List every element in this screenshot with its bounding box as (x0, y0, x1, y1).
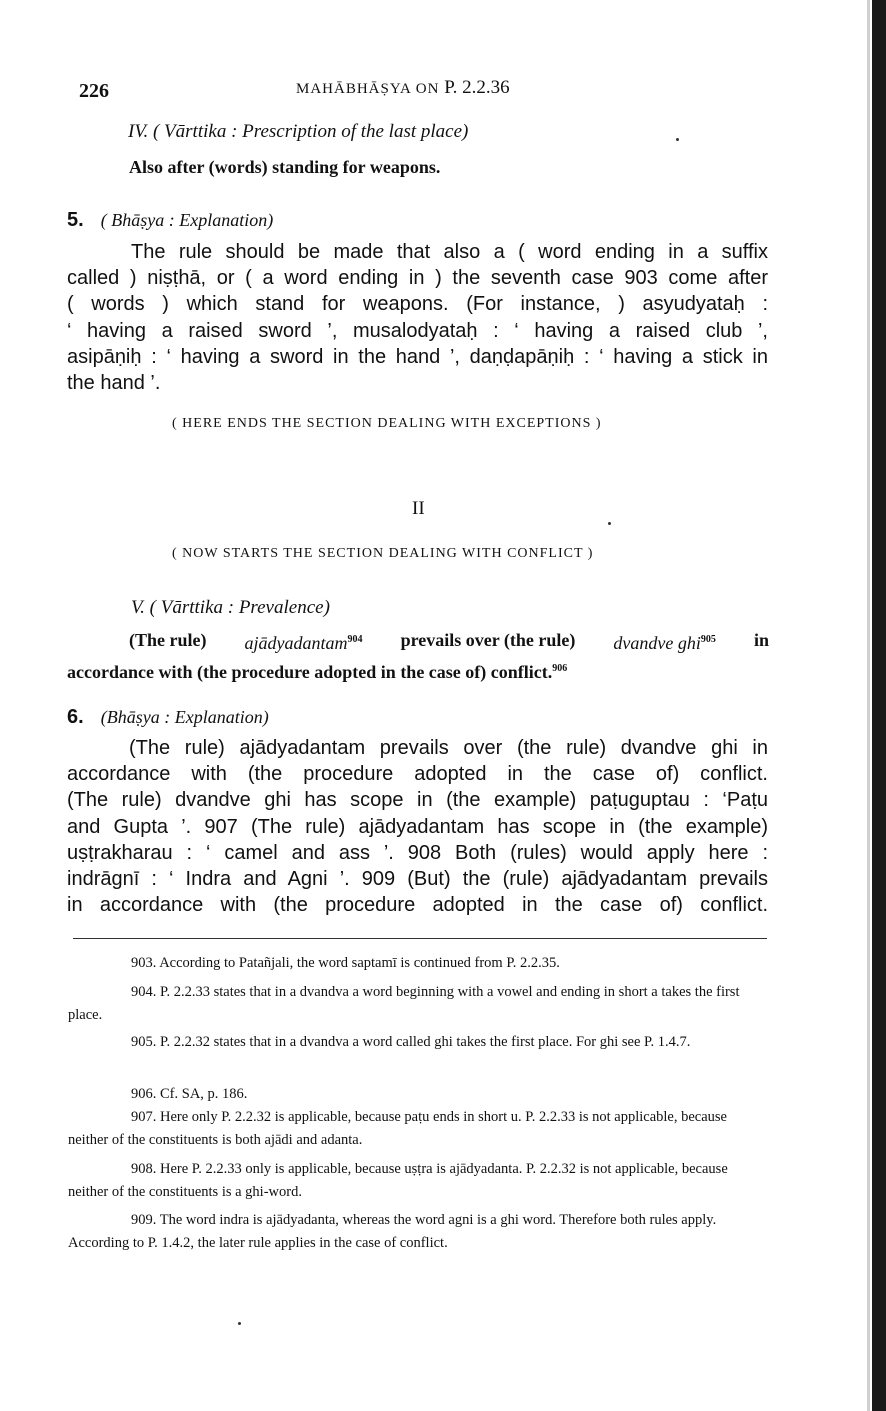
section-5-line: ‘ having a raised sword ’, musalodyataḥ : ‘ having a raised club ’, (67, 319, 768, 342)
footnote-907: 907. Here only P. 2.2.32 is applicable, because paṭu ends in short u. P. 2.2.33 is not applicable, because neither of the constituents is both ajādi and adanta. (68, 1109, 727, 1148)
section-5-line: asipāṇiḥ : ‘ having a sword in the hand ’, daṇḍapāṇiḥ : ‘ having a stick in (67, 345, 768, 368)
scan-speck (238, 1322, 241, 1325)
footnote-divider (73, 938, 767, 939)
page-number: 226 (79, 80, 109, 102)
footnote-904: 904. P. 2.2.33 states that in a dvandva a word beginning with a vowel and ending in short a takes the first place. (68, 984, 740, 1023)
footnote-903: 903. According to Patañjali, the word saptamī is continued from P. 2.2.35. (131, 955, 560, 971)
section-6-line: (The rule) dvandve ghi has scope in (the example) paṭuguptau : ‘Paṭu (67, 789, 768, 812)
footnote-ref: 904 (347, 634, 363, 645)
varttika-v-text (67, 627, 769, 685)
varttika-v-title: V. ( Vārttika : Prevalence) (131, 597, 330, 618)
section-5-body (67, 239, 768, 396)
section-6-body (67, 735, 768, 918)
section-6-line: accordance with (the procedure adopted in the case of) conflict. (67, 763, 768, 786)
varttika-iv-text: Also after (words) standing for weapons. (129, 157, 441, 177)
varttika-v-line-1 (67, 627, 769, 656)
footnote-905: 905. P. 2.2.32 states that in a dvandva a word called ghi takes the first place. For ghi see P. 1.4.7. (131, 1034, 691, 1050)
section-5-line: The rule should be made that also a ( word ending in a suffix (131, 241, 768, 263)
footnote-909: 909. The word indra is ajādyadanta, whereas the word agni is a ghi word. Therefore both rules apply. According to P. 1.4.2, the later rule applies in the case of conflict. (68, 1212, 717, 1251)
running-head-reference: P. 2.2.36 (444, 77, 510, 98)
scan-speck (676, 138, 679, 141)
footnote-908: 908. Here P. 2.2.33 only is applicable, because uṣṭra is ajādyadanta. P. 2.2.32 is not applicable, because neither of the constituents is a ghi-word. (68, 1161, 728, 1200)
part-numeral: II (412, 498, 425, 519)
page-edge-shadow (872, 0, 886, 1411)
section-5-number: 5. (67, 209, 84, 231)
section-6-line: and Gupta ’. 907 (The rule) ajādyadantam has scope in (the example) (67, 815, 768, 838)
varttika-v-part: in (753, 630, 769, 650)
varttika-v-part: (The rule) (129, 630, 207, 650)
scan-speck (608, 522, 611, 525)
exceptions-end-heading: ( HERE ENDS THE SECTION DEALING WITH EXCEPTIONS ) (172, 416, 602, 431)
section-6-line: (The rule) ajādyadantam prevails over (the rule) dvandve ghi in (129, 737, 768, 759)
section-5-line: ( words ) which stand for weapons. (For instance, ) asyudyataḥ : (67, 293, 768, 316)
varttika-v-line-2: accordance with (the procedure adopted in the case of) conflict.$^{906}$ (67, 662, 568, 682)
section-6-label: (Bhāṣya : Explanation) (100, 707, 269, 727)
footnote-ref: 905 (700, 634, 716, 645)
section-5-label: ( Bhāṣya : Explanation) (100, 210, 274, 230)
conflict-start-heading: ( NOW STARTS THE SECTION DEALING WITH CONFLICT ) (172, 546, 594, 561)
section-6-line: uṣṭrakharau : ‘ camel and ass ’. 908 Both (rules) would apply here : (67, 841, 768, 864)
varttika-iv-title: IV. ( Vārttika : Prescription of the last place) (128, 121, 469, 142)
footnote-906: 906. Cf. SA, p. 186. (131, 1086, 248, 1102)
page-edge-shadow-inner (867, 0, 870, 1411)
varttika-v-part: prevails over (the rule) (400, 630, 576, 650)
section-6-line: in accordance with (the procedure adopted in the case of) conflict. (67, 894, 768, 917)
varttika-v-term: dvandve ghi (613, 633, 701, 653)
section-5-line: called ) niṣṭhā, or ( a word ending in ) the seventh case 903 come after (67, 267, 768, 290)
section-6-number: 6. (67, 706, 84, 728)
varttika-v-term: ajādyadantam (244, 633, 348, 653)
section-5-heading (67, 209, 273, 232)
section-6-heading (67, 706, 269, 729)
section-5-line: the hand ’. (67, 372, 161, 395)
running-head (296, 77, 510, 99)
footnote-ref: 906 (552, 663, 568, 674)
running-head-title: MAHĀBHĀṢYA ON (296, 81, 440, 97)
section-6-line: indrāgnī : ‘ Indra and Agni ’. 909 (But) the (rule) ajādyadantam prevails (67, 868, 768, 891)
